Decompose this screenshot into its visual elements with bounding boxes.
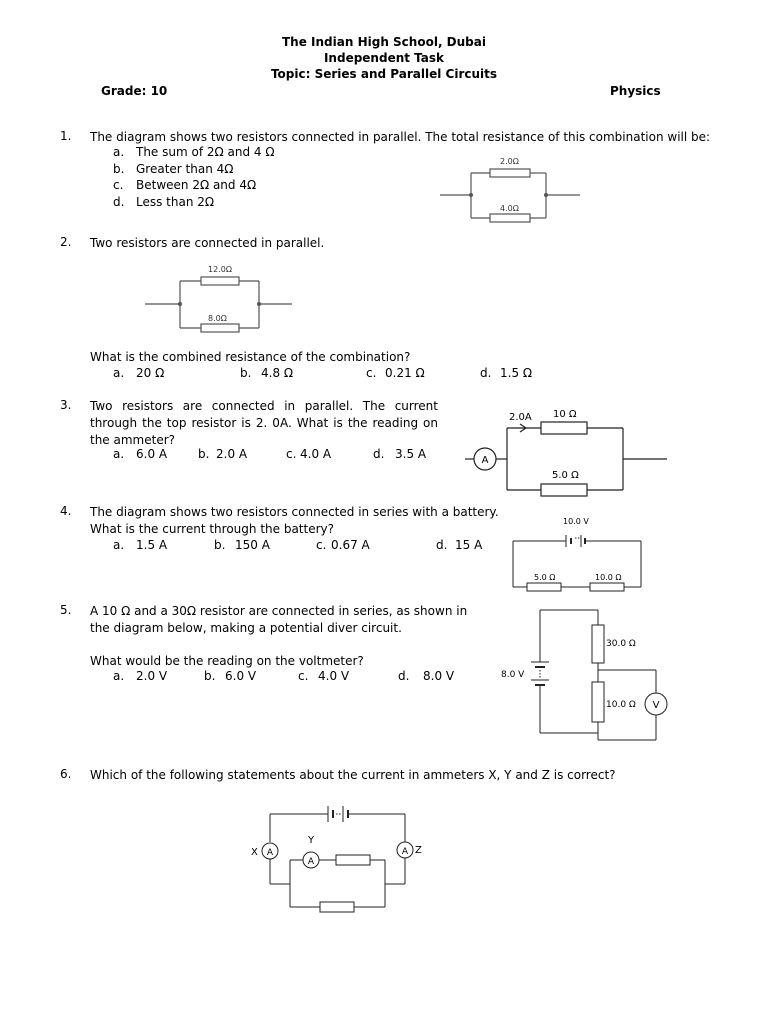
q4-option-d-text: 15 A bbox=[455, 538, 483, 552]
q4-number: 4. bbox=[60, 504, 72, 518]
q5-option-b-letter: b. bbox=[204, 669, 216, 683]
q3-ammeter-label: A bbox=[481, 455, 489, 466]
q2-option-d-letter: d. bbox=[480, 366, 492, 380]
q1-option-b-letter: b. bbox=[113, 162, 125, 176]
topic-title: Topic: Series and Parallel Circuits bbox=[270, 67, 498, 81]
q6-label-z: Z bbox=[415, 845, 422, 856]
q3-option-d-letter: d. bbox=[373, 447, 385, 461]
q2-option-c-text: 0.21 Ω bbox=[385, 366, 425, 380]
q2-option-c-letter: c. bbox=[366, 366, 377, 380]
q3-option-b-letter: b. bbox=[198, 447, 210, 461]
q2-r2-label: 8.0Ω bbox=[208, 314, 227, 323]
q3-r2-label: 5.0 Ω bbox=[552, 470, 579, 481]
subject-label: Physics bbox=[610, 84, 661, 98]
q6-label-y: Y bbox=[308, 835, 315, 846]
q5-option-d-letter: d. bbox=[398, 669, 410, 683]
q1-option-c-text: Between 2Ω and 4Ω bbox=[136, 178, 257, 192]
q5-text: A 10 Ω and a 30Ω resistor are connected in series, as shown in the diagram below, making a potential diver circuit. bbox=[90, 604, 468, 635]
q2-option-a-text: 20 Ω bbox=[136, 366, 165, 380]
q3-r1-label: 10 Ω bbox=[553, 409, 577, 420]
q5-option-c-text: 4.0 V bbox=[318, 669, 350, 683]
q6-ammeter-x-symbol: A bbox=[266, 848, 274, 858]
q5-r1-label: 30.0 Ω bbox=[606, 639, 636, 649]
q2-option-d-text: 1.5 Ω bbox=[500, 366, 533, 380]
q1-option-b-text: Greater than 4Ω bbox=[136, 162, 234, 176]
q5-option-a-text: 2.0 V bbox=[136, 669, 168, 683]
q3-text: Two resistors are connected in parallel. The current through the top resistor is 2. 0A. What is the reading on the ammeter? bbox=[90, 399, 438, 447]
q4-option-b-text: 150 A bbox=[235, 538, 270, 552]
task-title: Independent Task bbox=[323, 51, 445, 65]
q5-r2-label: 10.0 Ω bbox=[606, 700, 636, 710]
q2-text: Two resistors are connected in parallel. bbox=[90, 236, 325, 250]
q1-text: The diagram shows two resistors connected in parallel. The total resistance of this combination will be: bbox=[90, 130, 711, 144]
q2-option-a-letter: a. bbox=[113, 366, 125, 380]
q3-option-a-text: 6.0 A bbox=[136, 447, 168, 461]
q6-ammeter-y-symbol: A bbox=[307, 857, 315, 867]
q4-r1-label: 5.0 Ω bbox=[534, 573, 556, 582]
q4-voltage-label: 10.0 V bbox=[563, 517, 589, 526]
q1-r1-label: 2.0Ω bbox=[500, 157, 519, 166]
q3-option-a-letter: a. bbox=[113, 447, 125, 461]
school-name: The Indian High School, Dubai bbox=[282, 35, 486, 49]
q5-option-b-text: 6.0 V bbox=[225, 669, 257, 683]
q1-option-a-letter: a. bbox=[113, 145, 125, 159]
q4-option-c-text: 0.67 A bbox=[331, 538, 370, 552]
q5-voltage-label: 8.0 V bbox=[501, 670, 525, 680]
q1-option-c-letter: c. bbox=[113, 178, 124, 192]
q6-number: 6. bbox=[60, 767, 72, 781]
q4-option-b-letter: b. bbox=[214, 538, 226, 552]
q4-text: The diagram shows two resistors connected in series with a battery. bbox=[90, 505, 499, 519]
q2-option-b-letter: b. bbox=[240, 366, 252, 380]
q4-question: What is the current through the battery? bbox=[90, 522, 334, 536]
q3-option-c-text: 4.0 A bbox=[300, 447, 332, 461]
q2-number: 2. bbox=[60, 235, 72, 249]
q1-option-a-text: The sum of 2Ω and 4 Ω bbox=[136, 145, 275, 159]
q5-number: 5. bbox=[60, 603, 72, 617]
q3-option-b-text: 2.0 A bbox=[216, 447, 248, 461]
q4-r2-label: 10.0 Ω bbox=[595, 573, 622, 582]
q4-option-d-letter: d. bbox=[436, 538, 448, 552]
q4-option-a-text: 1.5 A bbox=[136, 538, 168, 552]
q3-number: 3. bbox=[60, 398, 72, 412]
q2-r1-label: 12.0Ω bbox=[208, 265, 232, 274]
q6-label-x: X bbox=[251, 847, 258, 858]
q1-number: 1. bbox=[60, 129, 72, 143]
q1-r2-label: 4.0Ω bbox=[500, 204, 519, 213]
q6-text: Which of the following statements about the current in ammeters X, Y and Z is correct? bbox=[90, 768, 616, 782]
q1-option-d-text: Less than 2Ω bbox=[136, 195, 215, 209]
q2-question: What is the combined resistance of the combination? bbox=[90, 350, 411, 364]
q5-option-d-text: 8.0 V bbox=[423, 669, 455, 683]
q4-option-c-letter: c. bbox=[316, 538, 327, 552]
q6-ammeter-z-symbol: A bbox=[401, 847, 409, 857]
q2-option-b-text: 4.8 Ω bbox=[261, 366, 294, 380]
q3-option-d-text: 3.5 A bbox=[395, 447, 427, 461]
q3-current-label: 2.0A bbox=[509, 412, 532, 423]
q5-voltmeter-label: V bbox=[652, 700, 660, 711]
q3-option-c-letter: c. bbox=[286, 447, 297, 461]
grade-label: Grade: 10 bbox=[101, 84, 168, 98]
q5-option-a-letter: a. bbox=[113, 669, 125, 683]
q5-question: What would be the reading on the voltmeter? bbox=[90, 654, 364, 668]
q4-option-a-letter: a. bbox=[113, 538, 125, 552]
q5-option-c-letter: c. bbox=[298, 669, 309, 683]
q1-option-d-letter: d. bbox=[113, 195, 125, 209]
